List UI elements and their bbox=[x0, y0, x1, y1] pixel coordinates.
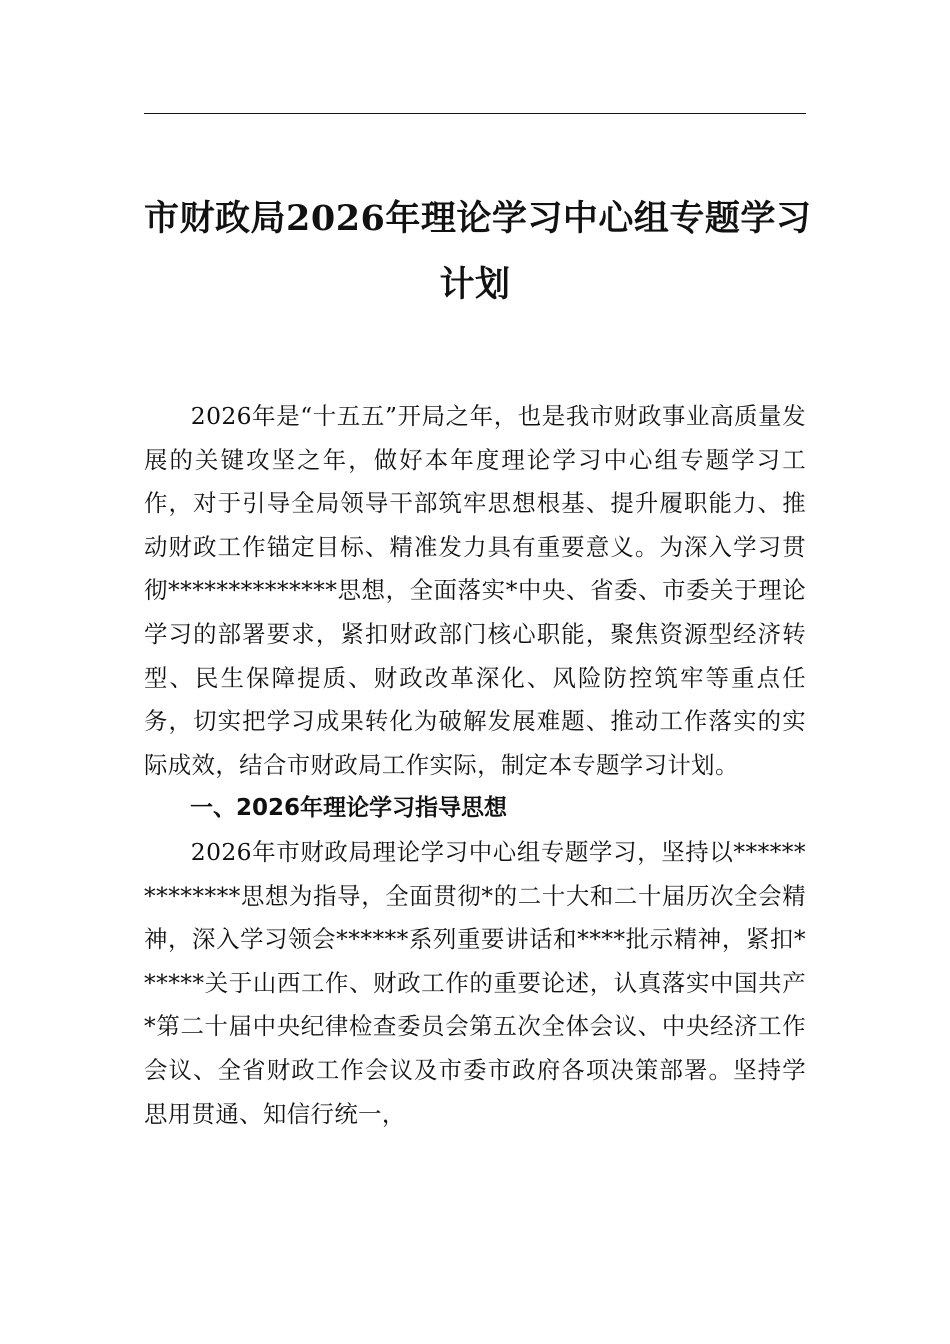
title-line-2: 计划 bbox=[439, 264, 511, 305]
header-rule bbox=[144, 113, 806, 114]
document-body bbox=[144, 395, 806, 1136]
section-1-paragraph: 2026年市财政局理论学习中心组专题学习，坚持以**************思想为指导，全面贯彻*的二十大和二十届历次全会精神，深入学习领会******系列重要讲话和****批示精神，紧扣******关于山西工作、财政工作的重要论述，认真落实中国共产*第二十届中央纪律检查委员会第五次全体会议、中央经济工作会议、全省财政工作会议及市委市政府各项决策部署。坚持学思用贯通、知信行统一， bbox=[144, 837, 806, 1128]
title-line-1: 市财政局2026年理论学习中心组专题学习 bbox=[144, 198, 812, 239]
document-title bbox=[144, 186, 812, 318]
intro-paragraph: 2026年是“十五五”开局之年，也是我市财政事业高质量发展的关键攻坚之年，做好本年度理论学习中心组专题学习工作，对于引导全局领导干部筑牢思想根基、提升履职能力、推动财政工作锚定目标、精准发力具有重要意义。为深入学习贯彻**************思想，全面落实*中央、省委、市委关于理论学习的部署要求，紧扣财政部门核心职能，聚焦资源型经济转型、民生保障提质、财政改革深化、风险防控筑牢等重点任务，切实把学习成果转化为破解发展难题、推动工作落实的实际成效，结合市财政局工作实际，制定本专题学习计划。 bbox=[144, 402, 806, 779]
section-1-heading: 一、2026年理论学习指导思想 bbox=[190, 795, 508, 822]
